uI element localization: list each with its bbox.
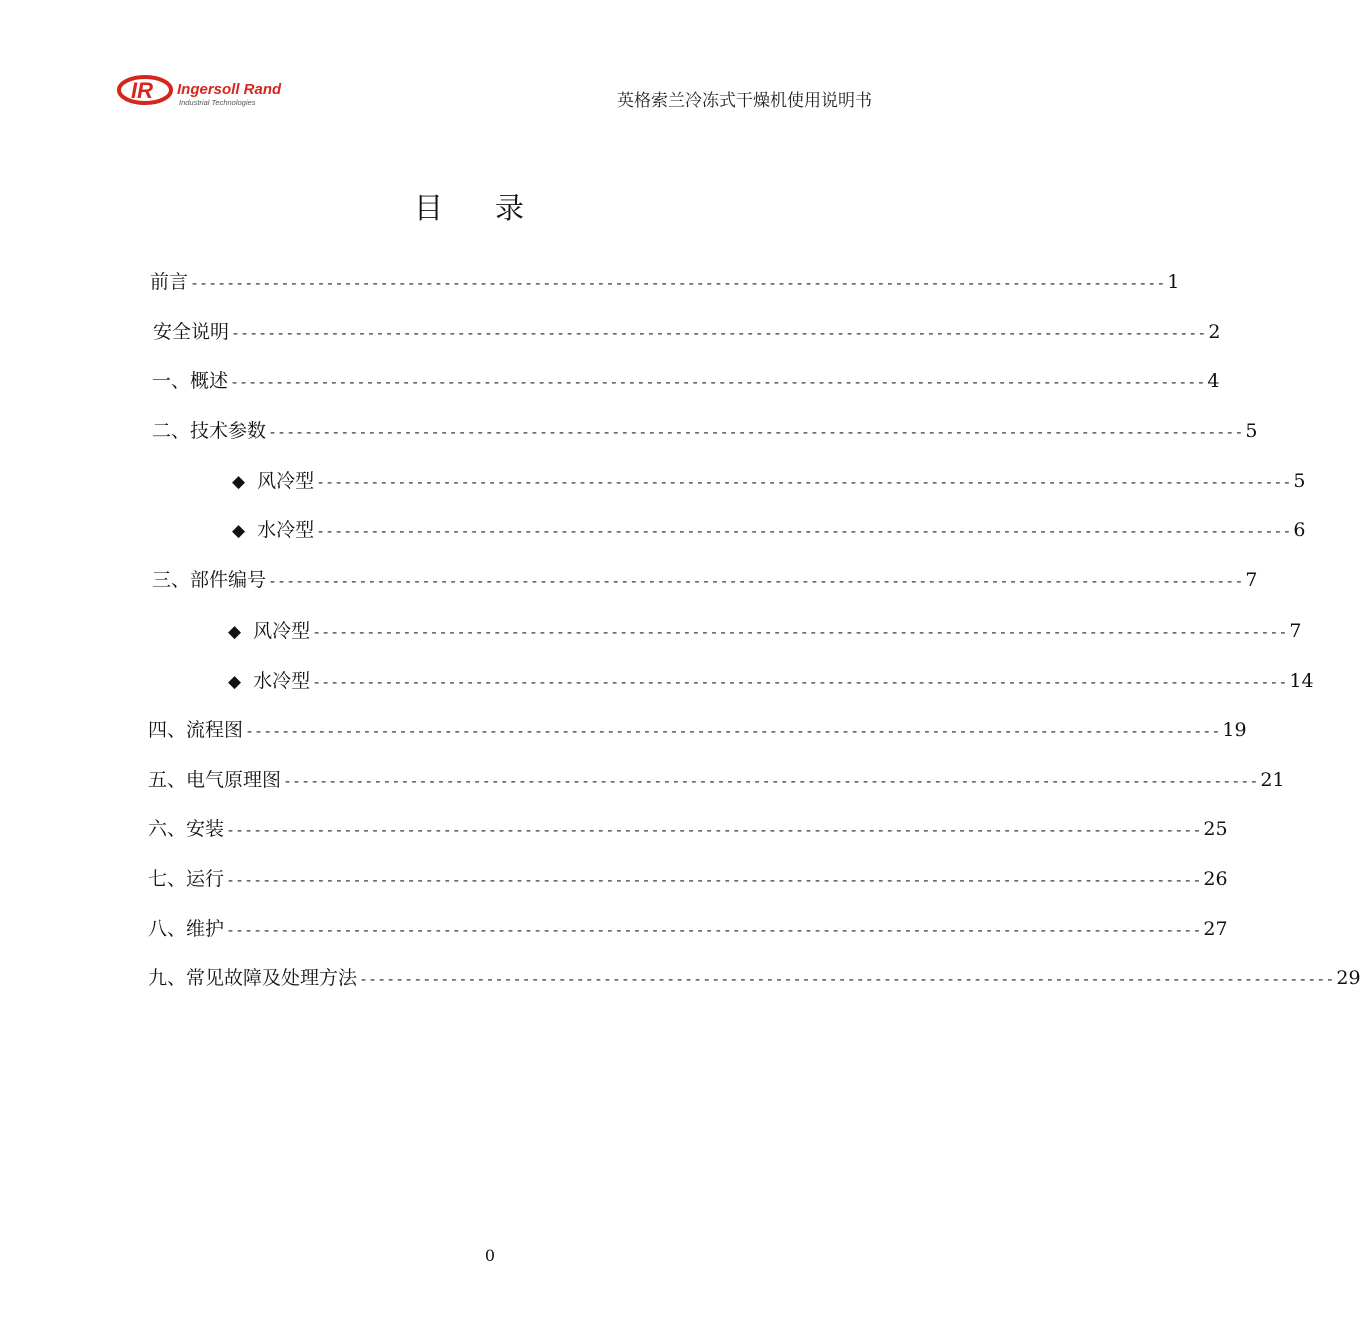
toc-leader: ------------------------------------------------------------------------------------------------------------ [268,423,1244,441]
toc-entry-number: 五、 [148,769,187,791]
toc-entry-label: 流程图 [186,719,244,741]
toc-leader: ------------------------------------------------------------------------------------------------------------ [268,572,1244,590]
toc-entry-label: 概述 [190,370,229,392]
document-title: 英格索兰冷冻式干燥机使用说明书 [617,91,872,111]
toc-entry-label: 技术参数 [190,420,267,442]
toc-entry-page: 2 [1208,321,1221,343]
toc-entry-number: 二、 [152,420,191,442]
toc-entry[interactable] [148,768,1285,793]
toc-leader: ------------------------------------------------------------------------------------------------------------ [226,921,1202,939]
toc-leader: ------------------------------------------------------------------------------------------------------------ [359,970,1335,988]
toc-leader: ------------------------------------------------------------------------------------------------------------ [190,274,1166,292]
toc-entry-label: 电气原理图 [186,769,282,791]
toc-entry[interactable] [152,419,1258,444]
toc-subentry[interactable] [232,469,1306,494]
toc-entry-page: 21 [1260,769,1285,791]
toc-leader: ------------------------------------------------------------------------------------------------------------ [245,722,1221,740]
toc-entry-page: 25 [1203,818,1228,840]
toc-entry-number: 一、 [152,370,191,392]
toc-entry-label: 运行 [186,868,225,890]
toc-entry-number: 三、 [152,569,191,591]
toc-leader: ------------------------------------------------------------------------------------------------------------ [226,821,1202,839]
toc-entry-page: 27 [1203,918,1228,940]
diamond-bullet-icon: ◆ [232,472,246,492]
diamond-bullet-icon: ◆ [228,672,242,692]
toc-entry-label: 安全说明 [153,321,230,343]
toc-subentry[interactable] [228,669,1314,694]
toc-entry-label: 维护 [186,918,225,940]
toc-entry[interactable] [148,718,1247,743]
toc-entry-label: 安装 [186,818,225,840]
toc-entry-label: 风冷型 [257,470,315,492]
toc-entry-number: 八、 [148,918,187,940]
toc-entry[interactable] [150,270,1180,295]
toc-entry-page: 26 [1203,868,1228,890]
toc-entry-page: 6 [1293,519,1306,541]
logo-brand: Ingersoll Rand [177,81,282,98]
toc-entry-number: 四、 [148,719,187,741]
toc-entry[interactable] [152,568,1258,593]
toc-entry-number: 七、 [148,868,187,890]
toc-entry[interactable] [153,320,1221,345]
toc-leader: ------------------------------------------------------------------------------------------------------------ [226,871,1202,889]
toc-title: 目录 [413,191,576,225]
diamond-bullet-icon: ◆ [228,622,242,642]
toc-entry[interactable] [148,867,1228,892]
toc-entry-page: 29 [1336,967,1361,989]
toc-entry-label: 言 [169,271,189,293]
toc-entry-page: 7 [1289,620,1302,642]
logo-mark: IR [131,78,153,103]
toc-entry-page: 1 [1167,271,1180,293]
toc-entry-page: 7 [1245,569,1258,591]
toc-leader: ------------------------------------------------------------------------------------------------------------ [231,324,1207,342]
toc-entry-label: 风冷型 [253,620,311,642]
toc-entry-label: 水冷型 [257,519,315,541]
toc-entry-label: 水冷型 [253,670,311,692]
toc-entry-label: 常见故障及处理方法 [186,967,358,989]
diamond-bullet-icon: ◆ [232,521,246,541]
toc-leader: ------------------------------------------------------------------------------------------------------------ [312,673,1288,691]
toc-leader: ------------------------------------------------------------------------------------------------------------ [316,473,1292,491]
toc-leader: ------------------------------------------------------------------------------------------------------------ [230,373,1206,391]
toc-leader: ------------------------------------------------------------------------------------------------------------ [316,522,1292,540]
toc-entry[interactable] [148,817,1228,842]
toc-entry-page: 19 [1222,719,1247,741]
toc-entry-page: 14 [1289,670,1314,692]
toc-subentry[interactable] [228,619,1302,644]
logo-subtitle: Industrial Technologies [179,98,256,107]
toc-entry-number: 前 [150,271,170,293]
page-number: 0 [484,1246,496,1265]
toc-entry-page: 5 [1293,470,1306,492]
toc-subentry[interactable] [232,518,1306,543]
toc-entry-page: 5 [1245,420,1258,442]
toc-entry-number: 九、 [148,967,187,989]
toc-entry[interactable] [148,917,1228,942]
company-logo [117,72,297,112]
toc-entry[interactable] [148,966,1361,991]
toc-entry[interactable] [152,369,1220,394]
toc-entry-label: 部件编号 [190,569,267,591]
toc-entry-page: 4 [1207,370,1220,392]
toc-leader: ------------------------------------------------------------------------------------------------------------ [283,772,1259,790]
toc-leader: ------------------------------------------------------------------------------------------------------------ [312,623,1288,641]
toc-entry-number: 六、 [148,818,187,840]
